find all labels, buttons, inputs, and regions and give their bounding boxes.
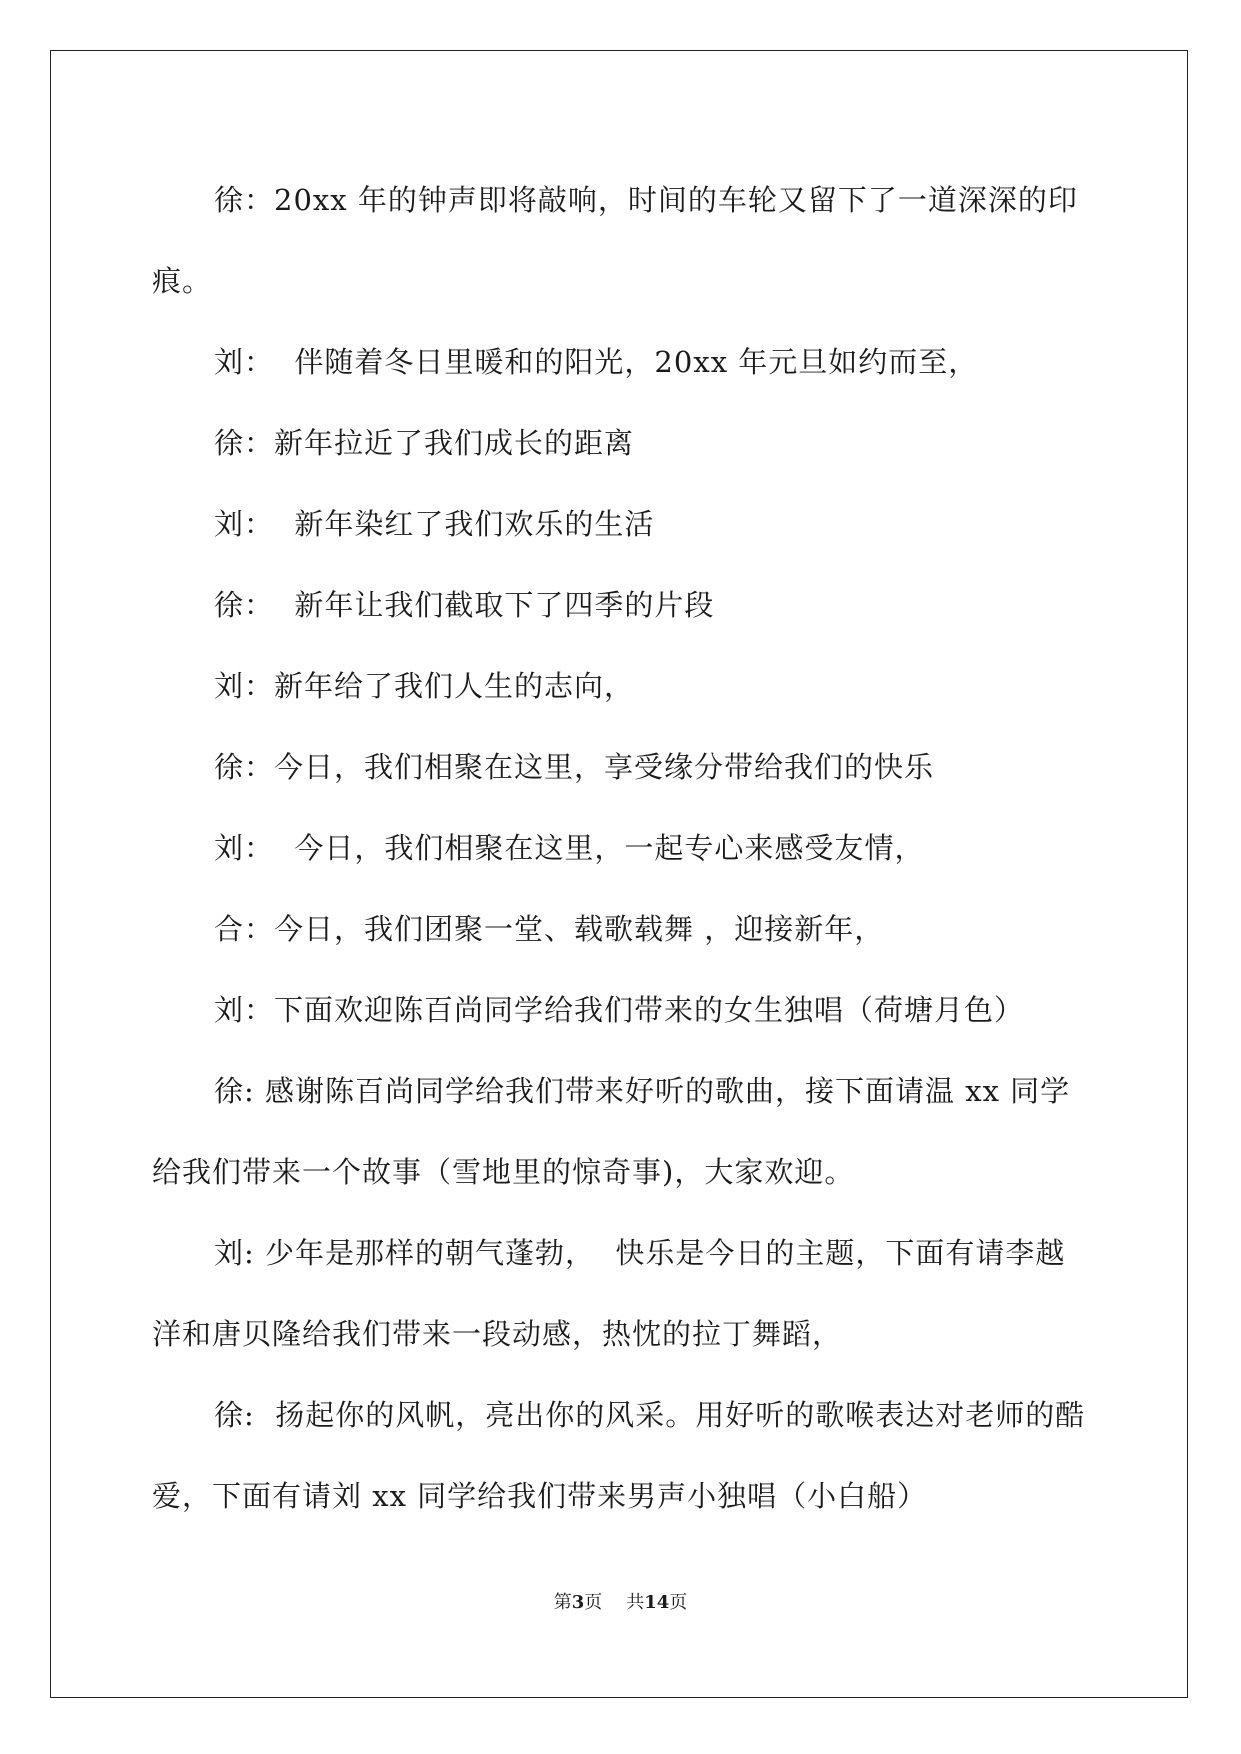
paragraph: 刘：新年给了我们人生的志向， <box>214 669 635 703</box>
paragraph: 刘: 少年是那样的朝气蓬勃， 快乐是今日的主题，下面有请李越洋和唐贝隆给我们带来一段动感，热忱的拉丁舞蹈， <box>152 1236 1066 1351</box>
paragraph: 徐: 扬起你的风帆，亮出你的风采。用好听的歌喉表达对老师的酷爱，下面有请刘 xx 同学给我们带来男声小独唱（小白船） <box>152 1398 1086 1513</box>
paragraph: 徐：20xx 年的钟声即将敲响，时间的车轮又留下了一道深深的印痕。 <box>152 183 1078 298</box>
paragraph: 徐：新年拉近了我们成长的距离 <box>214 426 635 460</box>
current-page-number: 3 <box>571 1592 585 1613</box>
document-body <box>152 160 1094 1537</box>
page-number-footer <box>0 1588 1241 1614</box>
paragraph: 徐：今日，我们相聚在这里，享受缘分带给我们的快乐 <box>214 750 935 784</box>
paragraph: 徐: 感谢陈百尚同学给我们带来好听的歌曲，接下面请温 xx 同学给我们带来一个故事（雪地里的惊奇事)，大家欢迎。 <box>152 1074 1071 1189</box>
paragraph: 刘：下面欢迎陈百尚同学给我们带来的女生独唱（荷塘月色） <box>214 993 1025 1027</box>
footer-prefix: 第 <box>553 1592 572 1613</box>
total-page-count: 14 <box>644 1592 670 1613</box>
paragraph: 刘： 今日，我们相聚在这里，一起专心来感受友情， <box>214 831 925 865</box>
paragraph: 刘： 新年染红了我们欢乐的生活 <box>214 507 655 541</box>
footer-page-word: 页 <box>584 1592 603 1613</box>
footer-suffix: 页 <box>669 1592 688 1613</box>
paragraph: 合：今日，我们团聚一堂、载歌载舞 ，迎接新年， <box>214 912 885 946</box>
paragraph: 徐： 新年让我们截取下了四季的片段 <box>214 588 715 622</box>
footer-total-prefix: 共 <box>626 1592 645 1613</box>
paragraph: 刘： 伴随着冬日里暖和的阳光，20xx 年元旦如约而至， <box>214 345 979 379</box>
